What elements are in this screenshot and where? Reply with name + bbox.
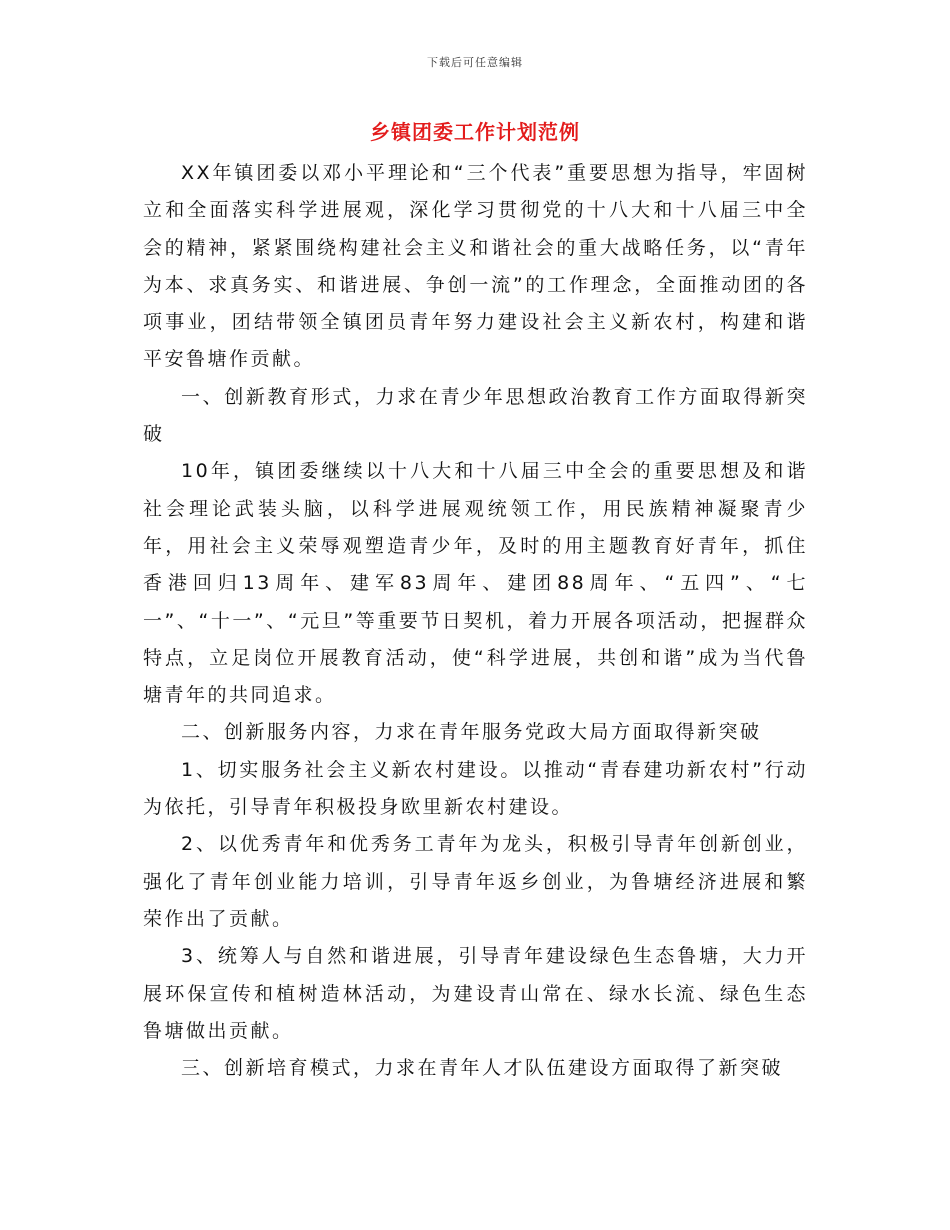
paragraph-section-1: 10年，镇团委继续以十八大和十八届三中全会的重要思想及和谐社会理论武装头脑，以科学进展观统领工作，用民族精神凝聚青少年，用社会主义荣辱观塑造青少年，及时的用主题教育好青年，抓住香港回归13周年、建军83周年、建团88周年、“五四”、“七一”、“十一”、“元旦”等重要节日契机，着力开展各项活动，把握群众特点，立足岗位开展教育活动，使“科学进展，共创和谐”成为当代鲁塘青年的共同追求。 [143,460,808,707]
document-title: 乡镇团委工作计划范例 [370,120,580,144]
paragraph-item-2: 2、以优秀青年和优秀务工青年为龙头，积极引导青年创新创业，强化了青年创业能力培训，引导青年返乡创业，为鲁塘经济进展和繁荣作出了贡献。 [143,833,808,930]
section-heading-1: 一、创新教育形式，力求在青少年思想政治教育工作方面取得新突破 [143,385,808,446]
section-heading-2: 二、创新服务内容，力求在青年服务党政大局方面取得新突破 [181,721,762,744]
paragraph-intro: XX年镇团委以邓小平理论和“三个代表”重要思想为指导，牢固树立和全面落实科学进展观，深化学习贯彻党的十八大和十八届三中全会的精神，紧紧围绕构建社会主义和谐社会的重大战略任务，以“青年为本、求真务实、和谐进展、争创一流”的工作理念，全面推动团的各项事业，团结带领全镇团员青年努力建设社会主义新农村，构建和谐平安鲁塘作贡献。 [143,162,808,371]
header-note: 下载后可任意编辑 [427,56,523,69]
document-body [143,155,808,1087]
section-heading-3: 三、创新培育模式，力求在青年人才队伍建设方面取得了新突破 [181,1057,784,1080]
paragraph-item-1: 1、切实服务社会主义新农村建设。以推动“青春建功新农村”行动为依托，引导青年积极投身欧里新农村建设。 [143,758,808,819]
paragraph-item-3: 3、统筹人与自然和谐进展，引导青年建设绿色生态鲁塘，大力开展环保宣传和植树造林活动，为建设青山常在、绿水长流、绿色生态鲁塘做出贡献。 [143,945,808,1042]
